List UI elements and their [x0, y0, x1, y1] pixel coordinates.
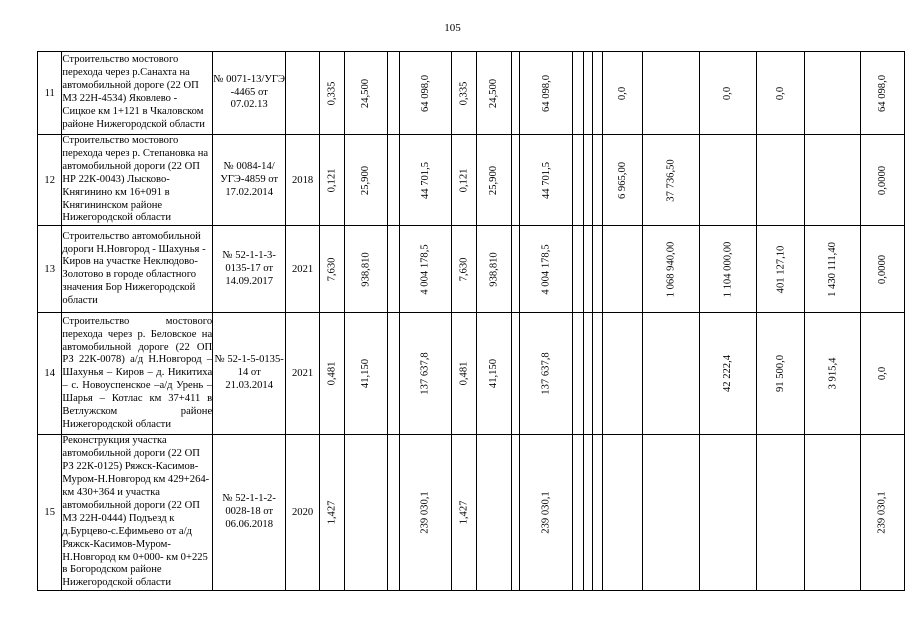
value-cell [519, 226, 573, 313]
value-cell [511, 313, 519, 435]
cell-value: 0,0000 [877, 254, 889, 284]
value-cell [756, 435, 805, 591]
value-cell [344, 435, 387, 591]
cell-value: 91 500,0 [775, 355, 787, 393]
value-cell [476, 135, 511, 226]
cell-value: 1 430 111,40 [827, 241, 839, 297]
value-cell [573, 52, 583, 135]
value-cell [451, 226, 476, 313]
value-cell [387, 226, 400, 313]
cell-value: 25,900 [360, 165, 372, 195]
completion-year: 2021 [286, 226, 320, 313]
cell-value: 4 004 178,5 [420, 244, 432, 295]
page-number: 105 [444, 22, 461, 34]
value-cell [451, 313, 476, 435]
value-cell [700, 52, 757, 135]
value-cell [593, 52, 603, 135]
row-number: 11 [38, 52, 62, 135]
value-cell [643, 226, 700, 313]
value-cell [583, 135, 593, 226]
value-cell [344, 313, 387, 435]
approval-document: № 0071-13/УГЭ -4465 от 07.02.13 [213, 52, 286, 135]
object-description: Строительство автомобильной дороги Н.Новгород - Шахунья - Киров на участке Неклюдово-Золотово в городе областного значения Бор Нижегородской области [62, 226, 213, 313]
value-cell [319, 313, 344, 435]
value-cell [583, 313, 593, 435]
value-cell [451, 135, 476, 226]
value-cell [511, 435, 519, 591]
value-cell [319, 435, 344, 591]
cell-value: 44 701,5 [540, 161, 552, 199]
data-table [37, 51, 905, 591]
completion-year: 2020 [286, 435, 320, 591]
value-cell [476, 313, 511, 435]
cell-value: 64 098,0 [540, 74, 552, 112]
cell-value: 0,335 [326, 81, 338, 105]
value-cell [573, 435, 583, 591]
value-cell [319, 135, 344, 226]
value-cell [756, 226, 805, 313]
value-cell [400, 135, 451, 226]
value-cell [700, 226, 757, 313]
cell-value: 239 030,1 [420, 491, 432, 534]
value-cell [593, 435, 603, 591]
object-description: Реконструкция участка автомобильной дороги (22 ОП РЗ 22К-0125) Ряжск-Касимов-Муром-Н.Новгород км 429+264- км 430+364 и участка автомобильной дороги (22 ОП МЗ 22Н-0444) Подъезд к д.Бурцево-с.Ефимьево от а/д Ряжск-Касимов-Муром-Н.Новгород км 0+000- км 0+225 в Богородском районе Нижегородской области [62, 435, 213, 591]
table-row [38, 135, 905, 226]
cell-value: 1,427 [458, 500, 470, 525]
value-cell [643, 435, 700, 591]
value-cell [476, 435, 511, 591]
cell-value: 0,121 [326, 168, 338, 193]
cell-value: 0,481 [326, 361, 338, 386]
cell-value: 938,810 [488, 252, 500, 287]
value-cell [387, 52, 400, 135]
cell-value: 3 915,4 [827, 357, 839, 390]
value-cell [700, 435, 757, 591]
cell-value: 25,900 [488, 165, 500, 195]
object-description: Строительство мостового перехода через р.Санахта на автомобильной дороге (22 ОП МЗ 22Н-4534) Яковлево - Сицкое км 1+121 в Чкаловском районе Нижегородской области [62, 52, 213, 135]
value-cell [344, 135, 387, 226]
value-cell [400, 52, 451, 135]
cell-value: 44 701,5 [420, 161, 432, 199]
approval-document: № 0084-14/УГЭ-4859 от 17.02.2014 [213, 135, 286, 226]
value-cell [511, 226, 519, 313]
cell-value: 1 104 000,00 [722, 241, 734, 298]
value-cell [805, 52, 861, 135]
cell-value: 0,0 [775, 86, 787, 100]
table-row [38, 435, 905, 591]
value-cell [861, 226, 905, 313]
cell-value: 41,150 [488, 359, 500, 389]
value-cell [861, 52, 905, 135]
value-cell [400, 313, 451, 435]
value-cell [319, 226, 344, 313]
cell-value: 64 098,0 [420, 74, 432, 112]
value-cell [583, 435, 593, 591]
value-cell [451, 52, 476, 135]
cell-value: 239 030,1 [540, 491, 552, 534]
value-cell [511, 52, 519, 135]
completion-year: 2018 [286, 135, 320, 226]
value-cell [602, 435, 642, 591]
cell-value: 7,630 [326, 257, 338, 282]
cell-value: 37 736,50 [665, 158, 677, 202]
row-number: 13 [38, 226, 62, 313]
cell-value: 137 637,8 [420, 352, 432, 396]
value-cell [387, 313, 400, 435]
cell-value: 0,335 [458, 81, 470, 105]
value-cell [583, 52, 593, 135]
cell-value: 0,0000 [877, 165, 889, 195]
cell-value: 4 004 178,5 [540, 244, 552, 295]
value-cell [387, 135, 400, 226]
approval-document: № 52-1-5-0135-14 от 21.03.2014 [213, 313, 286, 435]
value-cell [700, 135, 757, 226]
value-cell [519, 135, 573, 226]
value-cell [805, 226, 861, 313]
value-cell [643, 135, 700, 226]
value-cell [573, 135, 583, 226]
table-row [38, 313, 905, 435]
value-cell [319, 52, 344, 135]
value-cell [700, 313, 757, 435]
cell-value: 0,481 [458, 361, 470, 386]
value-cell [805, 435, 861, 591]
value-cell [400, 435, 451, 591]
approval-document: № 52-1-1-3-0135-17 от 14.09.2017 [213, 226, 286, 313]
row-number: 14 [38, 313, 62, 435]
row-number: 12 [38, 135, 62, 226]
cell-value: 0,0 [617, 86, 629, 100]
cell-value: 24,500 [360, 78, 372, 108]
cell-value: 0,0 [877, 367, 889, 381]
value-cell [451, 435, 476, 591]
cell-value: 1 068 940,00 [665, 241, 677, 298]
completion-year: 2021 [286, 313, 320, 435]
cell-value: 6 965,00 [617, 161, 629, 199]
completion-year [286, 52, 320, 135]
row-number: 15 [38, 435, 62, 591]
value-cell [519, 52, 573, 135]
cell-value: 41,150 [360, 359, 372, 389]
value-cell [344, 226, 387, 313]
value-cell [511, 135, 519, 226]
cell-value: 239 030,1 [877, 491, 889, 534]
value-cell [583, 226, 593, 313]
value-cell [643, 52, 700, 135]
cell-value: 7,630 [458, 257, 470, 282]
cell-value: 42 222,4 [722, 355, 734, 393]
cell-value: 0,121 [458, 168, 470, 193]
object-description: Строительство мостового перехода через р. Степановка на автомобильной дороги (22 ОП НР 22К-0043) Лысково-Княгинино км 16+091 в Княгининском районе Нижегородской области [62, 135, 213, 226]
value-cell [756, 135, 805, 226]
approval-document: № 52-1-1-2-0028-18 от 06.06.2018 [213, 435, 286, 591]
value-cell [593, 313, 603, 435]
cell-value: 137 637,8 [540, 352, 552, 396]
value-cell [573, 226, 583, 313]
cell-value: 1,427 [326, 500, 338, 525]
value-cell [387, 435, 400, 591]
table-row [38, 52, 905, 135]
value-cell [476, 52, 511, 135]
cell-value: 938,810 [360, 252, 372, 287]
value-cell [602, 135, 642, 226]
value-cell [861, 135, 905, 226]
cell-value: 0,0 [722, 86, 734, 100]
value-cell [602, 52, 642, 135]
value-cell [519, 435, 573, 591]
value-cell [805, 313, 861, 435]
value-cell [861, 313, 905, 435]
value-cell [805, 135, 861, 226]
table-row [38, 226, 905, 313]
value-cell [519, 313, 573, 435]
value-cell [602, 313, 642, 435]
value-cell [593, 226, 603, 313]
value-cell [602, 226, 642, 313]
value-cell [756, 52, 805, 135]
value-cell [861, 435, 905, 591]
cell-value: 401 127,10 [775, 245, 787, 294]
value-cell [756, 313, 805, 435]
value-cell [476, 226, 511, 313]
value-cell [643, 313, 700, 435]
cell-value: 64 098,0 [877, 74, 889, 112]
value-cell [344, 52, 387, 135]
value-cell [593, 135, 603, 226]
value-cell [573, 313, 583, 435]
object-description: Строительство мостового перехода через р. Беловское на автомобильной дороге (22 ОП РЗ 22К-0078) а/д Н.Новгород – Шахунья – Киров – д. Никитиха – с. Новоуспенское –а/д Урень – Шарья – Котлас км 37+411 в Ветлужском районе Нижегородской области [62, 313, 213, 435]
value-cell [400, 226, 451, 313]
cell-value: 24,500 [488, 78, 500, 108]
